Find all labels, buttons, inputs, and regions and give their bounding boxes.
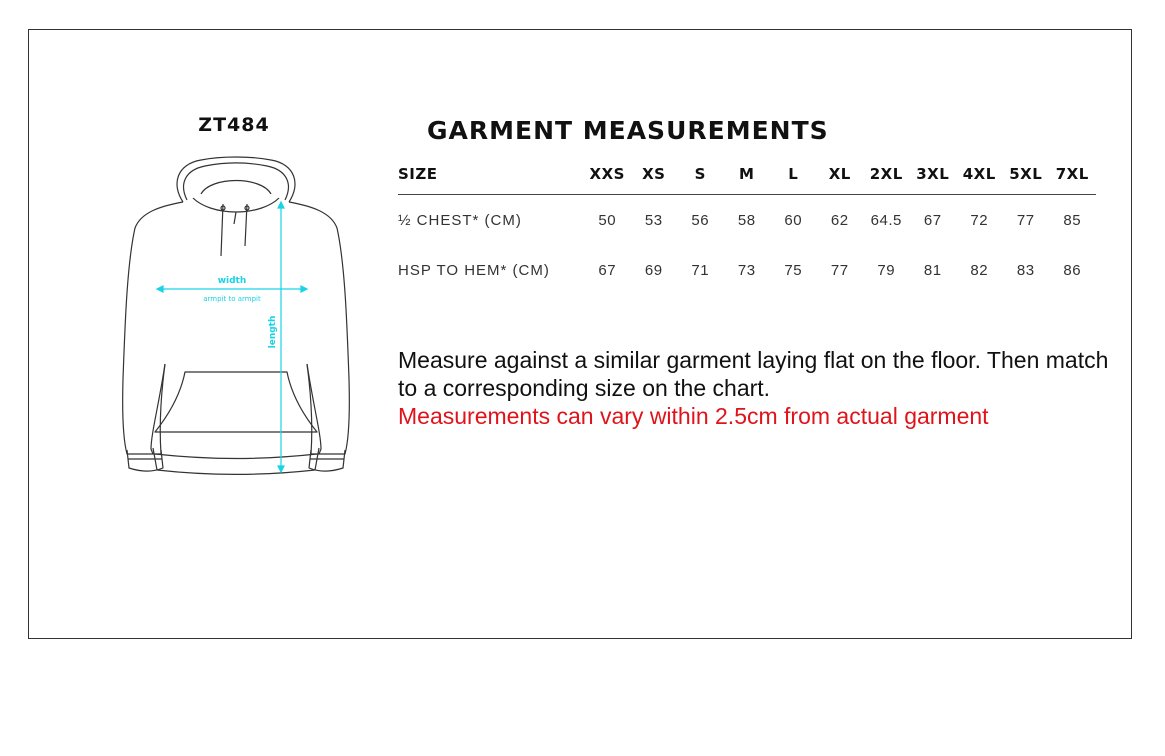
table-row-hsp-to-hem: [398, 245, 1096, 295]
table-row-chest: [398, 195, 1096, 246]
table-cell: 77: [1016, 211, 1035, 229]
size-header: 7XL: [1049, 154, 1096, 195]
table-cell: 81: [923, 261, 942, 279]
size-header: XS: [631, 154, 678, 195]
table-cell: 86: [1063, 261, 1082, 279]
size-header: XL: [817, 154, 864, 195]
hoodie-illustration: [121, 154, 351, 479]
size-header: XXS: [584, 154, 631, 195]
table-cell: 73: [737, 261, 756, 279]
size-header-row: [398, 154, 1096, 195]
row-label: ½ CHEST* (CM): [398, 211, 522, 229]
size-header: S: [677, 154, 724, 195]
table-cell: 50: [598, 211, 617, 229]
table-cell: 58: [737, 211, 756, 229]
table-cell: 62: [830, 211, 849, 229]
size-chart-table: [398, 154, 1096, 295]
table-cell: 67: [598, 261, 617, 279]
size-header: 5XL: [1003, 154, 1050, 195]
table-cell: 69: [644, 261, 663, 279]
warning-text: Measurements can vary within 2.5cm from actual garment: [398, 403, 989, 429]
table-cell: 83: [1016, 261, 1035, 279]
size-header: L: [770, 154, 817, 195]
content-frame: [28, 29, 1132, 639]
table-cell: 75: [784, 261, 803, 279]
instruction-text: Measure against a similar garment laying flat on the floor. Then match to a corresponding size on the chart.: [398, 347, 1109, 401]
table-cell: 60: [784, 211, 803, 229]
width-label: width: [217, 276, 247, 286]
table-cell: 79: [877, 261, 896, 279]
table-cell: 85: [1063, 211, 1082, 229]
size-header: 4XL: [956, 154, 1003, 195]
product-code: ZT484: [198, 114, 270, 136]
size-header: 2XL: [863, 154, 910, 195]
page-title: GARMENT MEASUREMENTS: [427, 116, 829, 145]
table-cell: 56: [691, 211, 710, 229]
width-sublabel: armpit to armpit: [203, 295, 261, 303]
size-header: M: [724, 154, 771, 195]
table-cell: 64.5: [870, 211, 902, 229]
size-header-label: SIZE: [398, 154, 584, 195]
measurement-notes: [398, 346, 1118, 430]
table-cell: 82: [970, 261, 989, 279]
row-label: HSP TO HEM* (CM): [398, 261, 550, 279]
table-cell: 77: [830, 261, 849, 279]
size-header: 3XL: [910, 154, 957, 195]
table-cell: 67: [923, 211, 942, 229]
table-cell: 72: [970, 211, 989, 229]
table-cell: 53: [644, 211, 663, 229]
table-cell: 71: [691, 261, 710, 279]
length-label: length: [268, 315, 278, 349]
